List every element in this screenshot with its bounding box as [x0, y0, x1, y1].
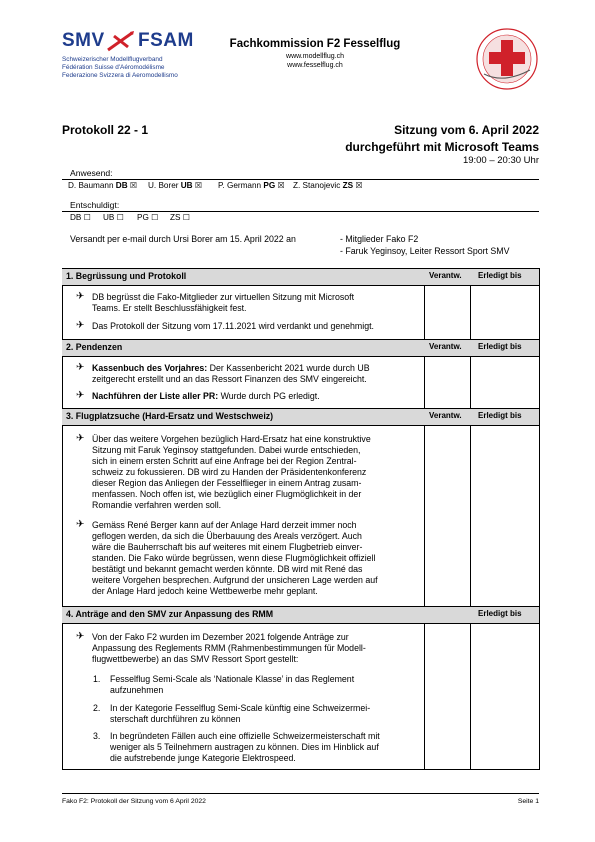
unchecked-box-icon: ☐: [83, 213, 91, 222]
s2-b1-line: Kassenbuch des Vorjahres: Der Kassenbericht 2021 wurde durch UB: [92, 363, 370, 373]
s4-b1-line: Von der Fako F2 wurden im Dezember 2021 folgende Anträge zur: [92, 632, 349, 642]
footer-page: Seite 1: [517, 798, 539, 805]
present-person-pg: P. Germann PG ☒: [218, 181, 285, 190]
present-person-ub: U. Borer UB ☒: [148, 181, 203, 190]
col-responsible: Verantw.: [429, 411, 462, 420]
s3-b1-line: Über das weitere Vorgehen bezüglich Hard-Ersatz hat eine konstruktive: [92, 434, 371, 444]
url-fesselflug: www.fesselflug.ch: [287, 62, 343, 69]
excused-zs: ZS ☐: [170, 213, 190, 222]
protocol-number: Protokoll 22 - 1: [62, 123, 149, 137]
table-right-border: [539, 268, 540, 770]
org-line-3: Federazione Svizzera di Aeromodellismo: [62, 72, 178, 79]
url-modellflug: www.modellflug.ch: [286, 53, 344, 60]
plane-bullet-icon: ✈: [76, 519, 85, 530]
checked-box-icon: ☒: [194, 181, 203, 190]
section-title: 4. Anträge and den SMV zur Anpassung des RMM: [66, 609, 274, 619]
s3-b1-line: dieser Region das Anliegen der Fesselflieger in einem Antrag zusam-: [92, 478, 362, 488]
s2-b1-line: zeitgerecht erstellt und an das Ressort Finanzen des SMV eingereicht.: [92, 374, 367, 384]
s4-item2-line: In der Kategorie Fesselflug Semi-Scale künftig eine Schweizermei-: [110, 703, 371, 713]
sent-text: Versandt per e-mail durch Ursi Borer am 15. April 2022 an: [70, 234, 296, 244]
s1-b1-line: DB begrüsst die Fako-Mitglieder zur virtuellen Sitzung mit Microsoft: [92, 292, 355, 302]
list-number: 1.: [93, 674, 101, 684]
section-header-1: [62, 268, 539, 286]
col-done-by: Erledigt bis: [478, 342, 522, 351]
plane-logo-icon: [106, 30, 136, 52]
session-time: 19:00 – 20:30 Uhr: [462, 155, 539, 166]
col-done-by: Erledigt bis: [478, 411, 522, 420]
col-done-by: Erledigt bis: [478, 609, 522, 618]
s3-b2-line: der Anlage Hard jedoch keine Wettbewerbe mehr geplant.: [92, 586, 318, 596]
checked-box-icon: ☒: [129, 181, 138, 190]
unchecked-box-icon: ☐: [182, 213, 190, 222]
session-via: durchgeführt mit Microsoft Teams: [345, 140, 539, 154]
plane-bullet-icon: ✈: [76, 433, 85, 444]
checked-box-icon: ☒: [355, 181, 363, 190]
divider: [62, 179, 539, 180]
recipient-1: - Mitglieder Fako F2: [340, 234, 419, 244]
table-bottom-border: [62, 769, 540, 770]
s3-b2-line: weitere Vorgehen besprechen. Aufgrund der unsicheren Lage werden auf: [92, 575, 378, 585]
section-header-3: [62, 408, 539, 426]
s3-b2-line: bestätigt und bekannt gemacht werden könnte. DB wird mit René das: [92, 564, 363, 574]
plane-bullet-icon: ✈: [76, 320, 85, 331]
s4-item3-line: die aufstrebende junge Kategorie Elektrospeed.: [110, 753, 296, 763]
section-header-2: [62, 339, 539, 357]
s4-item2-line: sterschaft durchführen zu können: [110, 714, 241, 724]
col-done-by: Erledigt bis: [478, 271, 522, 280]
list-number: 2.: [93, 703, 101, 713]
s4-b1-line: flugwettbewerbe) an das SMV Ressort Sport gestellt:: [92, 654, 299, 664]
present-person-zs: Z. Stanojevic ZS ☒: [293, 181, 363, 190]
section-title: 1. Begrüssung und Protokoll: [66, 271, 187, 281]
s4-item1-line: Fesselflug Semi-Scale als ‘Nationale Klasse’ in das Reglement: [110, 674, 355, 684]
section-title: 3. Flugplatzsuche (Hard-Ersatz und Westschweiz): [66, 411, 274, 421]
swiss-cross-emblem-icon: [474, 26, 540, 92]
section-header-4: [62, 606, 539, 624]
org-line-1: Schweizerischer Modellflugverband: [62, 56, 163, 63]
s3-b2-line: standen. Die Fako würde begrüssen, wenn diese Flugmöglichkeit offiziell: [92, 553, 376, 563]
s3-b1-line: Romandie verfahren werden soll.: [92, 500, 222, 510]
s4-b1-line: Anpassung des Reglements RMM (Rahmenbestimmungen für Modell-: [92, 643, 366, 653]
s3-b1-line: Sitzung mit Faruk Yeginsoy stattgefunden. Dabei wurde entschieden,: [92, 445, 361, 455]
unchecked-box-icon: ☐: [116, 213, 124, 222]
col-responsible: Verantw.: [429, 342, 462, 351]
s4-item3-line: In begründeten Fällen auch eine offizielle Schweizermeisterschaft mit: [110, 731, 380, 741]
plane-bullet-icon: ✈: [76, 362, 85, 373]
footer-divider: [62, 793, 539, 794]
session-date: Sitzung vom 6. April 2022: [394, 123, 539, 137]
excused-db: DB ☐: [70, 213, 91, 222]
checked-box-icon: ☒: [277, 181, 285, 190]
s3-b2-line: geflogen werden, da sich die Überbauung des Areals verzögert. Auch: [92, 531, 362, 541]
s3-b2-line: wäre die Bauherrschaft bis auf weiteres mit einem Flugbetrieb einver-: [92, 542, 363, 552]
logo-fsam-text: FSAM: [138, 30, 194, 51]
plane-bullet-icon: ✈: [76, 631, 85, 642]
s3-b2-line: Gemäss René Berger kann auf der Anlage Hard derzeit immer noch: [92, 520, 357, 530]
s3-b1-line: sich in einem ersten Schritt auf eine Anfrage bei der Region Zentral-: [92, 456, 357, 466]
commission-title: Fachkommission F2 Fesselflug: [229, 38, 401, 50]
s3-b1-line: schweiz zu fokussieren. DB wird zu Handen der Präsidentenkonferenz: [92, 467, 367, 477]
s2-b2-line: Nachführen der Liste aller PR: Wurde durch PG erledigt.: [92, 391, 320, 401]
s3-b1-line: menfassen. Noch offen ist, wie bezüglich einer Flugmöglichkeit in der: [92, 489, 362, 499]
logo-smv-text: SMV: [62, 30, 105, 51]
s1-b2-line: Das Protokoll der Sitzung vom 17.11.2021 wird verdankt und genehmigt.: [92, 321, 374, 331]
footer-left: Fako F2: Protokoll der Sitzung vom 6 April 2022: [62, 798, 206, 805]
plane-bullet-icon: ✈: [76, 390, 85, 401]
s4-item1-line: aufzunehmen: [110, 685, 164, 695]
s4-item3-line: weniger als 5 Teilnehmern austragen zu können. Dies im Hinblick auf: [110, 742, 379, 752]
recipient-2: - Faruk Yeginsoy, Leiter Ressort Sport SMV: [340, 246, 510, 256]
unchecked-box-icon: ☐: [151, 213, 159, 222]
org-line-2: Fédération Suisse d'Aéromodélisme: [62, 64, 165, 71]
col-responsible: Verantw.: [429, 271, 462, 280]
list-number: 3.: [93, 731, 101, 741]
present-person-db: D. Baumann DB ☒: [68, 181, 138, 190]
excused-label: Entschuldigt:: [70, 200, 120, 210]
excused-pg: PG ☐: [137, 213, 159, 222]
present-label: Anwesend:: [70, 168, 113, 178]
section-title: 2. Pendenzen: [66, 342, 123, 352]
plane-bullet-icon: ✈: [76, 291, 85, 302]
excused-ub: UB ☐: [103, 213, 124, 222]
s1-b1-line: Teams. Er stellt Beschlussfähigkeit fest.: [92, 303, 247, 313]
divider: [62, 211, 539, 212]
